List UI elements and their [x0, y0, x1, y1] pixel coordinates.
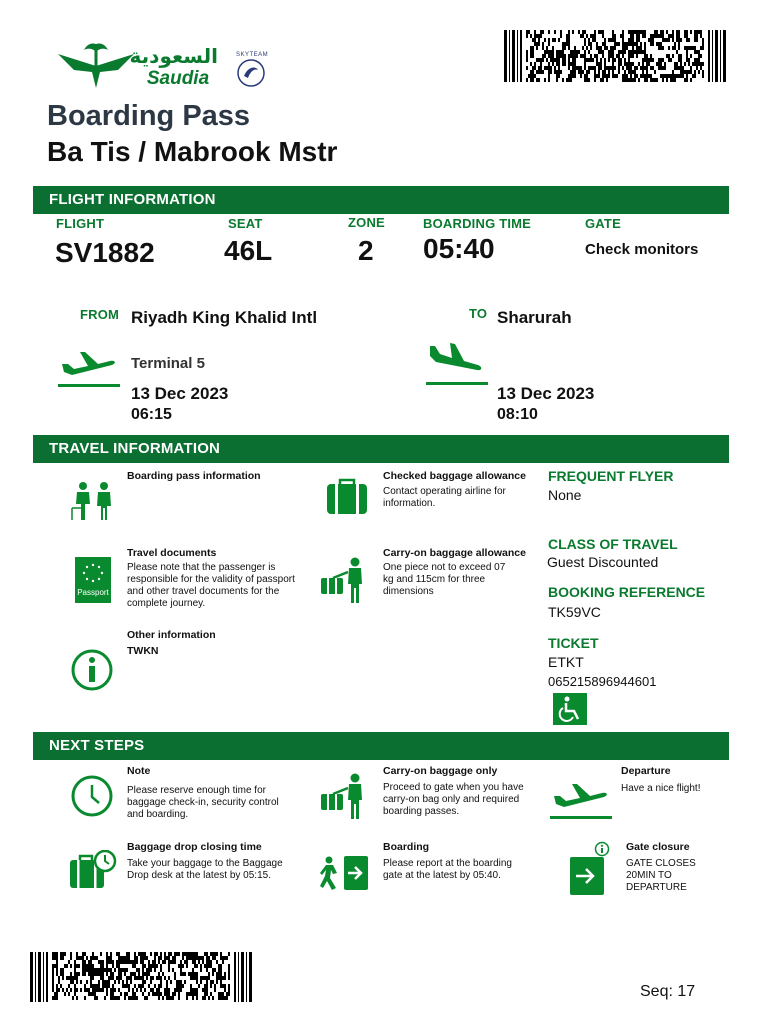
departure-time: 06:15	[131, 406, 172, 423]
carry-on-allowance-title: Carry-on baggage allowance	[383, 547, 526, 559]
booking-reference-value: TK59VC	[548, 604, 601, 620]
terminal: Terminal 5	[131, 355, 205, 372]
boarding-text: Please report at the boarding gate at the latest by 05:40.	[383, 858, 512, 881]
checked-baggage-title: Checked baggage allowance	[383, 470, 526, 482]
saudia-logo	[56, 38, 276, 94]
gate-closure-info-icon	[594, 841, 610, 857]
sequence-number: Seq: 17	[640, 983, 696, 1000]
gate-closure-title: Gate closure	[626, 841, 690, 853]
other-info-text: TWKN	[127, 645, 159, 657]
landing-icon	[426, 340, 488, 388]
seat-number: 46L	[224, 235, 273, 266]
suitcase-icon	[325, 478, 369, 516]
clock-icon	[70, 774, 114, 818]
travel-info-header: TRAVEL INFORMATION	[33, 435, 729, 463]
flight-info-header: FLIGHT INFORMATION	[33, 186, 729, 214]
takeoff-icon	[58, 344, 120, 390]
checked-baggage-text: Contact operating airline for information.	[383, 486, 506, 509]
boarding-time-label: BOARDING TIME	[423, 216, 532, 231]
skyteam-label: SKYTEAM	[236, 52, 269, 58]
baggage-drop-title: Baggage drop closing time	[127, 841, 262, 853]
class-of-travel-value: Guest Discounted	[547, 554, 659, 570]
arabic-brand-name: السعودية	[129, 44, 218, 68]
next-steps-header: NEXT STEPS	[33, 732, 729, 760]
to-label: TO	[469, 306, 488, 321]
boarding-title: Boarding	[383, 841, 430, 853]
carry-on-only-icon	[319, 772, 369, 820]
from-airport: Riyadh King Khalid Intl	[131, 308, 318, 327]
departure-title: Departure	[621, 765, 671, 777]
carry-on-icon	[319, 556, 369, 604]
latin-brand-name: Saudia	[146, 68, 210, 89]
passenger-name: Ba Tis / Mabrook Mstr	[47, 136, 338, 167]
seat-label: SEAT	[228, 216, 263, 231]
flight-number: SV1882	[55, 237, 155, 268]
gate-value: Check monitors	[585, 241, 699, 258]
info-icon	[70, 648, 114, 692]
zone-label: ZONE	[348, 215, 385, 230]
frequent-flyer-value: None	[548, 487, 582, 503]
carry-on-only-text: Proceed to gate when you have carry-on bag only and required boarding passes.	[383, 782, 524, 817]
frequent-flyer-label: FREQUENT FLYER	[548, 468, 674, 484]
boarding-time: 05:40	[423, 233, 495, 264]
ticket-number: 065215896944601	[548, 674, 657, 689]
departure-plane-icon	[550, 776, 612, 822]
boarding-gate-icon	[320, 854, 370, 892]
ticket-label: TICKET	[548, 635, 599, 651]
baggage-drop-icon	[68, 850, 118, 890]
gate-closure-text: GATE CLOSES 20MIN TO DEPARTURE	[626, 858, 696, 893]
passport-icon	[75, 557, 111, 603]
gate-label: GATE	[585, 216, 621, 231]
baggage-drop-text: Take your baggage to the Baggage Drop desk at the latest by 05:15.	[127, 858, 283, 881]
arrival-time: 08:10	[497, 406, 538, 423]
zone-number: 2	[358, 235, 374, 266]
carry-on-only-title: Carry-on baggage only	[383, 765, 498, 777]
page-title: Boarding Pass	[47, 100, 251, 132]
travel-documents-text: Please note that the passenger is responsible for the validity of passport and other travel documents for the complete journey.	[127, 562, 295, 609]
skyteam-logo	[232, 52, 270, 90]
gate-exit-icon	[570, 857, 604, 895]
ticket-type: ETKT	[548, 654, 584, 670]
class-of-travel-label: CLASS OF TRAVEL	[548, 536, 678, 552]
flight-label: FLIGHT	[56, 216, 105, 231]
wheelchair-icon	[553, 693, 587, 725]
to-airport: Sharurah	[497, 308, 572, 327]
note-title: Note	[127, 765, 151, 777]
other-info-title: Other information	[127, 629, 216, 641]
passport-label: Passport	[77, 588, 109, 597]
boarding-pass-info-title: Boarding pass information	[127, 470, 261, 482]
arrival-date: 13 Dec 2023	[497, 384, 595, 403]
palm-swords-icon	[56, 38, 136, 94]
carry-on-allowance-text: One piece not to exceed 07 kg and 115cm for three dimensions	[383, 562, 506, 597]
departure-date: 13 Dec 2023	[131, 384, 229, 403]
booking-reference-label: BOOKING REFERENCE	[548, 584, 706, 600]
barcode-top	[504, 30, 726, 82]
departure-text: Have a nice flight!	[621, 783, 701, 794]
passengers-icon	[70, 480, 116, 522]
note-text: Please reserve enough time for baggage check-in, security control and boarding.	[127, 785, 279, 820]
barcode-bottom	[30, 952, 252, 1002]
from-label: FROM	[80, 307, 120, 322]
travel-documents-title: Travel documents	[127, 547, 217, 559]
